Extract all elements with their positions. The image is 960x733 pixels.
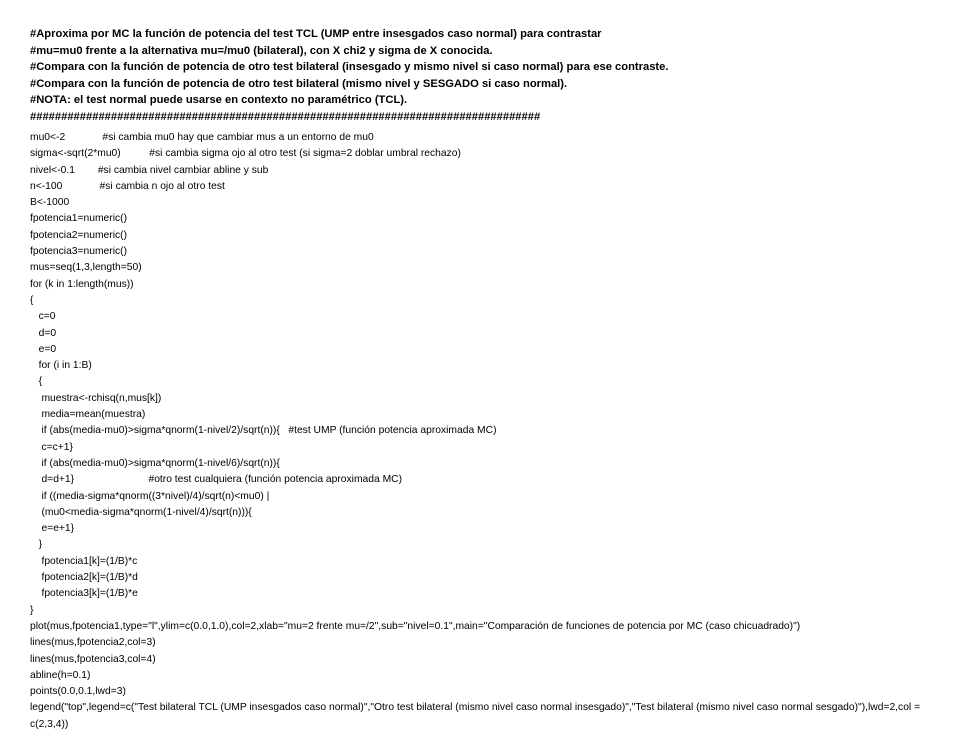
code-line: d=0	[30, 327, 57, 339]
code-line: fpotencia1=numeric()	[30, 213, 128, 225]
code-line: fpotencia2[k]=(1/B)*d	[30, 572, 138, 584]
code-line: fpotencia1[k]=(1/B)*c	[30, 555, 138, 567]
code-line: points(0.0,0.1,lwd=3)	[30, 686, 126, 698]
comment-line: #Compara con la función de potencia de otro test bilateral (mismo nivel y SESGADO si caso normal).	[30, 77, 568, 90]
code-line: nivel<-0.1 #si cambia nivel cambiar abline y sub	[30, 164, 269, 176]
code-line: if ((media-sigma*qnorm((3*nivel)/4)/sqrt(n)<mu0) |	[30, 490, 270, 502]
code-line: B<-1000	[30, 197, 70, 209]
code-line: if (abs(media-mu0)>sigma*qnorm(1-nivel/6)/sqrt(n)){	[30, 457, 280, 469]
code-line: lines(mus,fpotencia3,col=4)	[30, 653, 156, 665]
code-line: }	[30, 539, 43, 551]
code-line: mus=seq(1,3,length=50)	[30, 262, 142, 274]
code-line: for (i in 1:B)	[30, 360, 92, 372]
comment-line: #Compara con la función de potencia de otro test bilateral (insesgado y mismo nivel si caso normal) para ese contraste.	[30, 61, 669, 73]
code-line: d=d+1} #otro test cualquiera (función potencia aproximada MC)	[30, 474, 403, 486]
code-line: mu0<-2 #si cambia mu0 hay que cambiar mus a un entorno de mu0	[30, 132, 374, 143]
code-line: if (abs(media-mu0)>sigma*qnorm(1-nivel/2)/sqrt(n)){ #test UMP (función potencia aproximada MC)	[30, 425, 497, 437]
code-line: e=0	[30, 343, 57, 355]
code-line: media=mean(muestra)	[30, 409, 146, 421]
code-line: sigma<-sqrt(2*mu0) #si cambia sigma ojo al otro test (si sigma=2 doblar umbral rechazo)	[30, 148, 461, 160]
code-line: e=e+1}	[30, 523, 75, 535]
code-line: {	[30, 294, 34, 306]
code-line: lines(mus,fpotencia2,col=3)	[30, 637, 156, 649]
header-comments	[30, 26, 940, 125]
comment-line: #mu=mu0 frente a la alternativa mu=/mu0 (bilateral), con X chi2 y sigma de X conocida.	[30, 44, 493, 57]
comment-line: #NOTA: el test normal puede usarse en contexto no paramétrico (TCL).	[30, 94, 408, 106]
code-line: for (k in 1:length(mus))	[30, 278, 134, 290]
code-line: muestra<-rchisq(n,mus[k])	[30, 392, 162, 404]
code-line: c=0	[30, 311, 56, 323]
code-line: {	[30, 376, 43, 388]
code-line: plot(mus,fpotencia1,type="l",ylim=c(0.0,1.0),col=2,xlab="mu=2 frente mu=/2",sub="nivel=0.1",main="Comparación de funciones de potencia por MC (caso chicuadrado)")	[30, 620, 801, 632]
code-line: fpotencia2=numeric()	[30, 229, 128, 241]
code-line: fpotencia3[k]=(1/B)*e	[30, 588, 138, 600]
code-line: }	[30, 604, 34, 616]
code-line: fpotencia3=numeric()	[30, 246, 128, 258]
code-line: legend("top",legend=c("Test bilateral TCL (UMP insesgados caso normal)","Otro test bilateral (mismo nivel caso normal insesgado)","Test bilateral (mismo nivel caso normal sesgado)"),lwd=2,col = c(2,3,4))	[30, 702, 923, 730]
code-line: n<-100 #si cambia n ojo al otro test	[30, 180, 225, 192]
code-line: c=c+1}	[30, 441, 73, 453]
code-block	[30, 130, 940, 733]
code-line: (mu0<media-sigma*qnorm(1-nivel/4)/sqrt(n))){	[30, 506, 252, 518]
comment-separator: ##################################################################################	[30, 110, 541, 123]
comment-line: #Aproxima por MC la función de potencia del test TCL (UMP entre insesgados caso normal) para contrastar	[30, 28, 602, 40]
code-line: abline(h=0.1)	[30, 669, 91, 681]
